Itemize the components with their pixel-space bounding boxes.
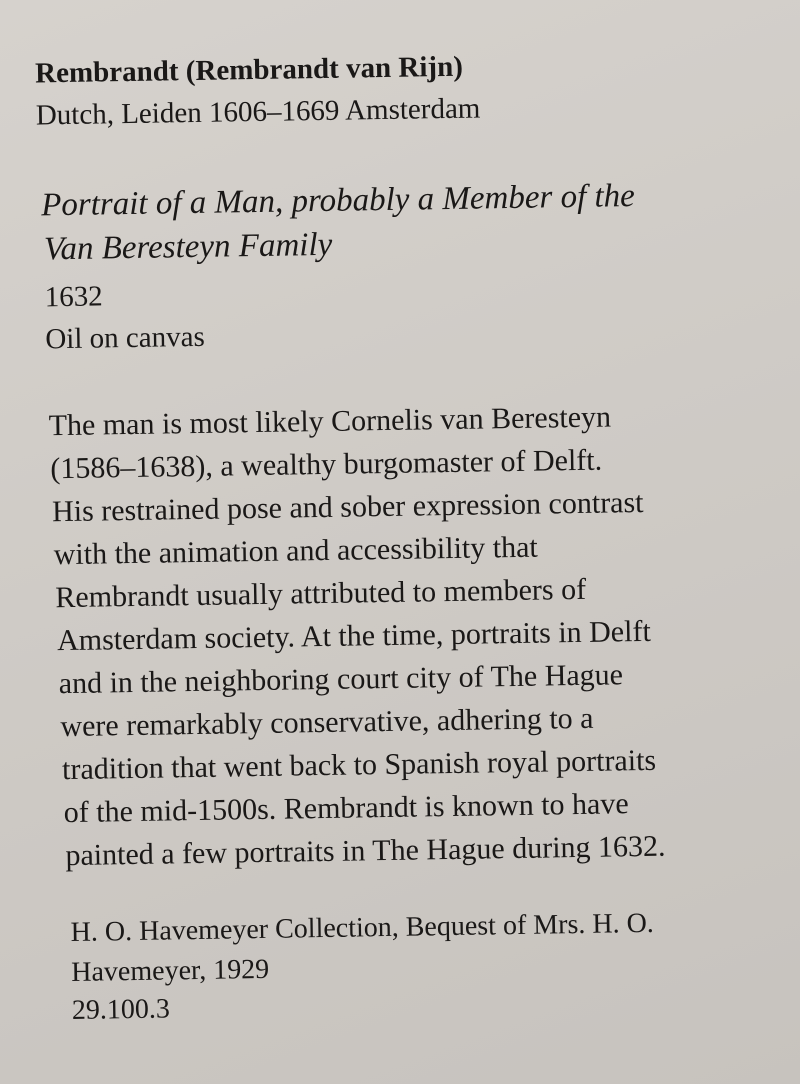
description-line: of the mid-1500s. Rembrandt is known to have <box>63 787 629 830</box>
artwork-medium: Oil on canvas <box>45 320 206 356</box>
description-line: were remarkably conservative, adhering to a <box>60 701 594 744</box>
credit-line-2: Havemeyer, 1929 <box>71 953 270 988</box>
description-line: (1586–1638), a wealthy burgomaster of Delft. <box>50 443 603 486</box>
artist-origin: Dutch, Leiden 1606–1669 Amsterdam <box>35 92 481 132</box>
artwork-title-line-1: Portrait of a Man, probably a Member of the <box>40 178 636 224</box>
artist-name: Rembrandt (Rembrandt van Rijn) <box>34 50 464 90</box>
description-line: painted a few portraits in The Hague during 1632. <box>65 829 666 873</box>
description-line: tradition that went back to Spanish royal portraits <box>61 743 657 787</box>
artwork-date: 1632 <box>44 280 103 314</box>
credit-line-1: H. O. Havemeyer Collection, Bequest of Mrs. H. O. <box>70 907 655 949</box>
description-line: The man is most likely Cornelis van Beresteyn <box>48 400 612 443</box>
accession-number: 29.100.3 <box>71 993 171 1026</box>
description-line: His restrained pose and sober expression contrast <box>51 485 644 529</box>
description-line: with the animation and accessibility that <box>53 530 538 572</box>
description-line: Amsterdam society. At the time, portraits in Delft <box>56 614 652 658</box>
description-line: and in the neighboring court city of The Hague <box>58 658 624 701</box>
artwork-title-line-2: Van Beresteyn Family <box>43 226 333 268</box>
description-line: Rembrandt usually attributed to members of <box>55 572 587 615</box>
